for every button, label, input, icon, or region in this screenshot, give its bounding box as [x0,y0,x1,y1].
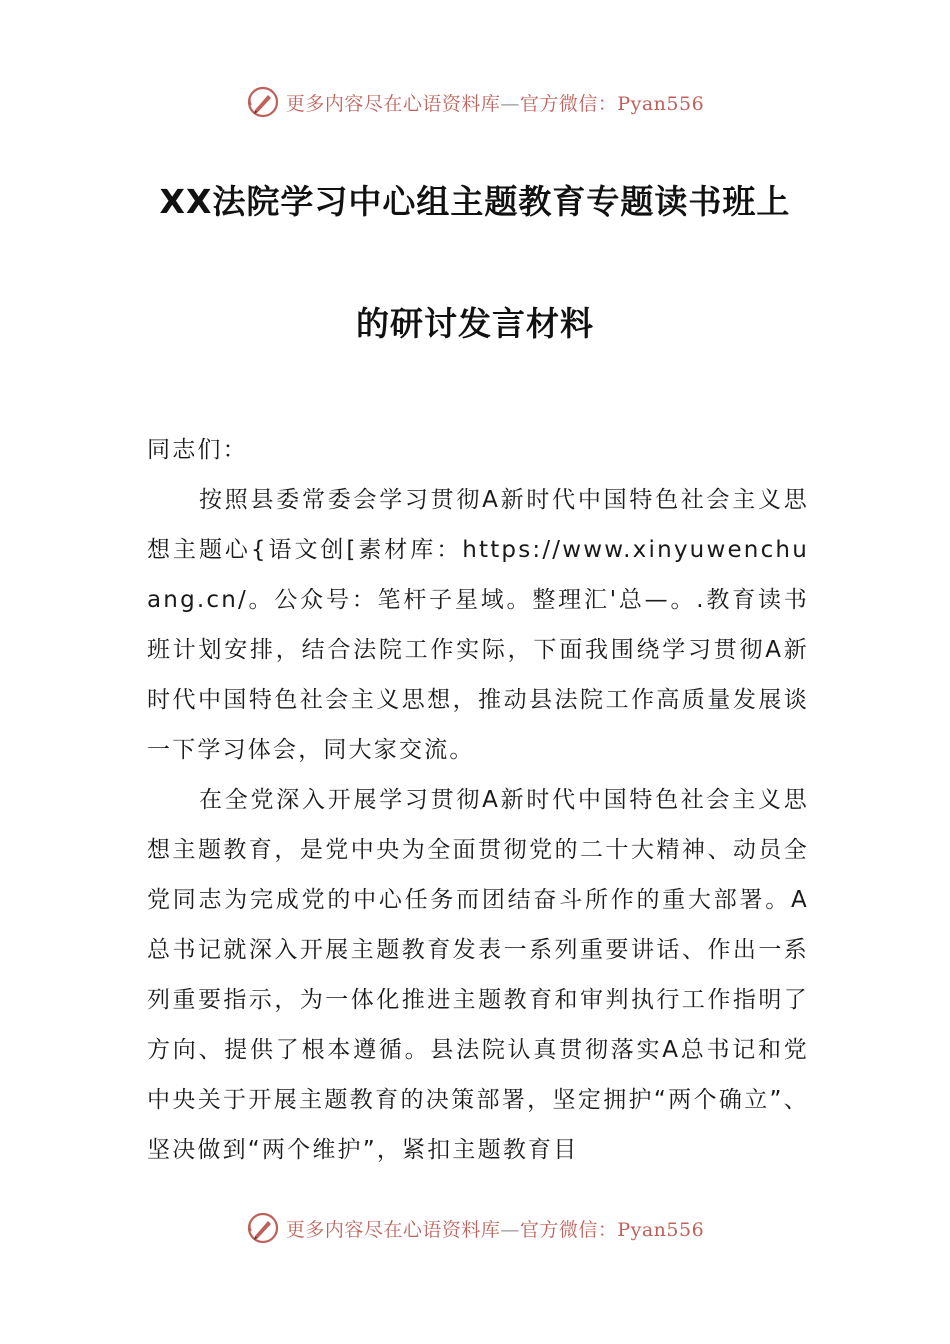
banner-wechat-text: 官方微信：Pyan556 [519,92,705,115]
paragraph: 按照县委常委会学习贯彻A新时代中国特色社会主义思想主题心{语文创[素材库：https://www.xinyuwenchuang.cn/。公众号：笔杆子星域。整理汇'总—。.教育读书班计划安排，结合法院工作实际，下面我围绕学习贯彻A新时代中国特色社会主义思想，推动县法院工作高质量发展谈一下学习体会，同大家交流。 [147,487,809,763]
document-body [147,425,809,1175]
banner-separator: — [500,1218,520,1241]
banner-text [286,1215,704,1242]
banner-separator: — [500,92,520,115]
banner-text [286,89,704,116]
pen-logo-icon [246,1211,280,1245]
banner-wechat-text: 官方微信：Pyan556 [519,1218,705,1241]
paragraph: 在全党深入开展学习贯彻A新时代中国特色社会主义思想主题教育，是党中央为全面贯彻党的二十大精神、动员全党同志为完成党的中心任务而团结奋斗所作的重大部署。A总书记就深入开展主题教育发表一系列重要讲话、作出一系列重要指示，为一体化推进主题教育和审判执行工作指明了方向、提供了根本遵循。县法院认真贯彻落实A总书记和党中央关于开展主题教育的决策部署，坚定拥护“两个确立”、坚决做到“两个维护”，紧扣主题教育目 [147,787,809,1163]
document-title-line-2: 的研讨发言材料 [356,304,594,343]
salutation: 同志们： [147,437,248,463]
banner-main-text: 更多内容尽在心语资料库 [285,92,501,115]
footer-banner [0,1208,950,1248]
document-title-line-1: XX法院学习中心组主题教育专题读书班上 [159,182,791,221]
pen-logo-icon [246,85,280,119]
banner-main-text: 更多内容尽在心语资料库 [285,1218,501,1241]
header-banner [0,82,950,122]
